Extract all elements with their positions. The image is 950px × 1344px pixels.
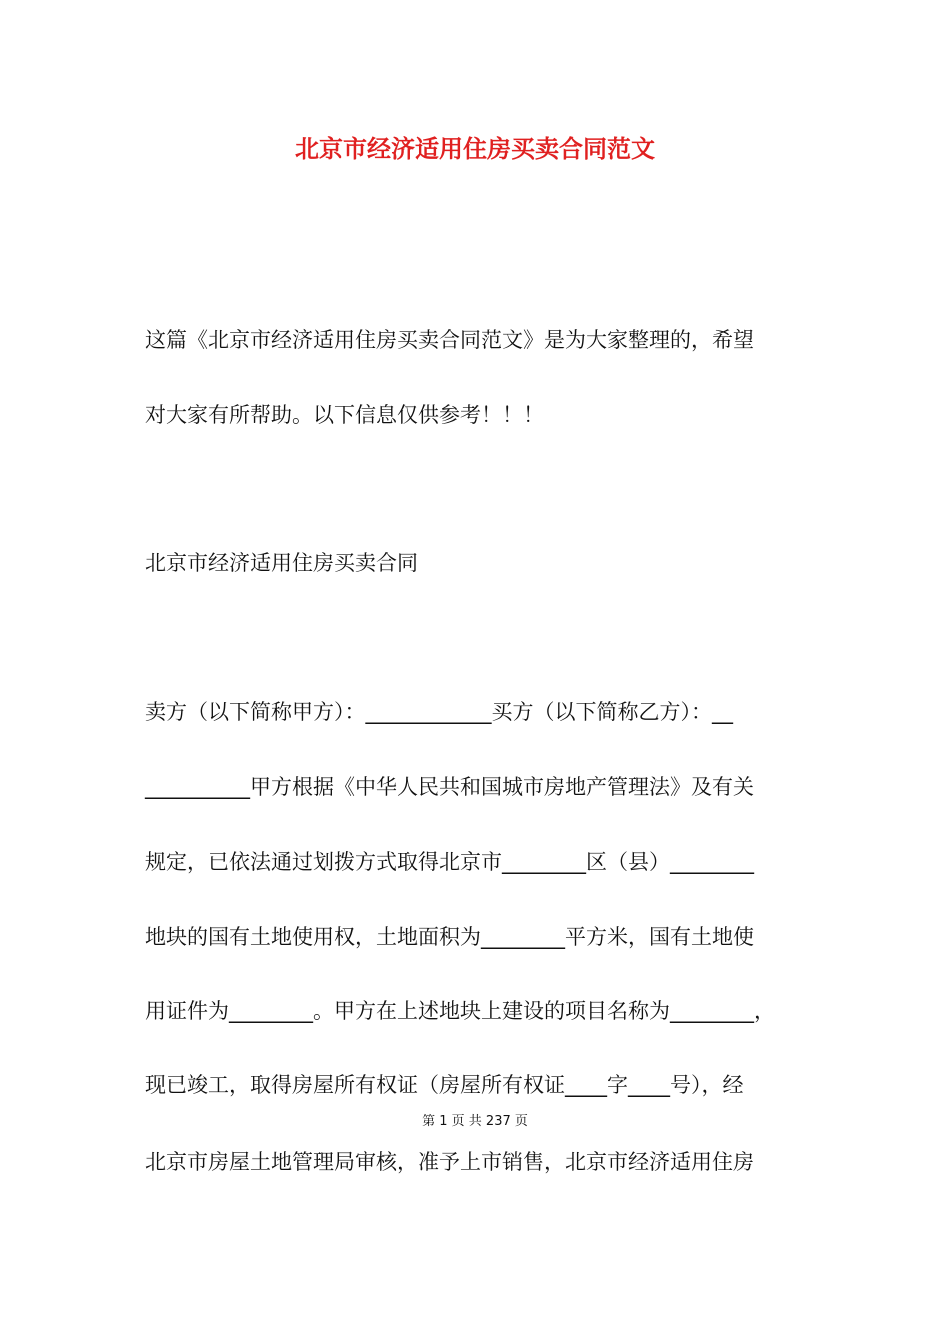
body-line-5: 用证件为________。甲方在上述地块上建设的项目名称为________，	[145, 999, 775, 1023]
document-title: 北京市经济适用住房买卖合同范文	[295, 135, 655, 163]
body-line-2: __________甲方根据《中华人民共和国城市房地产管理法》及有关	[145, 775, 754, 799]
body-line-3: 规定，已依法通过划拨方式取得北京市________区（县）________	[145, 850, 754, 874]
page-number-footer: 第 1 页 共 237 页	[422, 1114, 528, 1129]
body-line-6: 现已竣工，取得房屋所有权证（房屋所有权证____字____号），经	[145, 1073, 744, 1097]
section-heading: 北京市经济适用住房买卖合同	[145, 551, 418, 575]
body-line-1: 卖方（以下简称甲方）：____________买方（以下简称乙方）：__	[145, 700, 733, 724]
body-line-4: 地块的国有土地使用权，土地面积为________平方米，国有土地使	[145, 925, 754, 949]
body-line-7: 北京市房屋土地管理局审核，准予上市销售，北京市经济适用住房	[145, 1150, 754, 1174]
intro-line-2: 对大家有所帮助。以下信息仅供参考！！！	[145, 403, 544, 427]
intro-line-1: 这篇《北京市经济适用住房买卖合同范文》是为大家整理的，希望	[145, 328, 754, 352]
